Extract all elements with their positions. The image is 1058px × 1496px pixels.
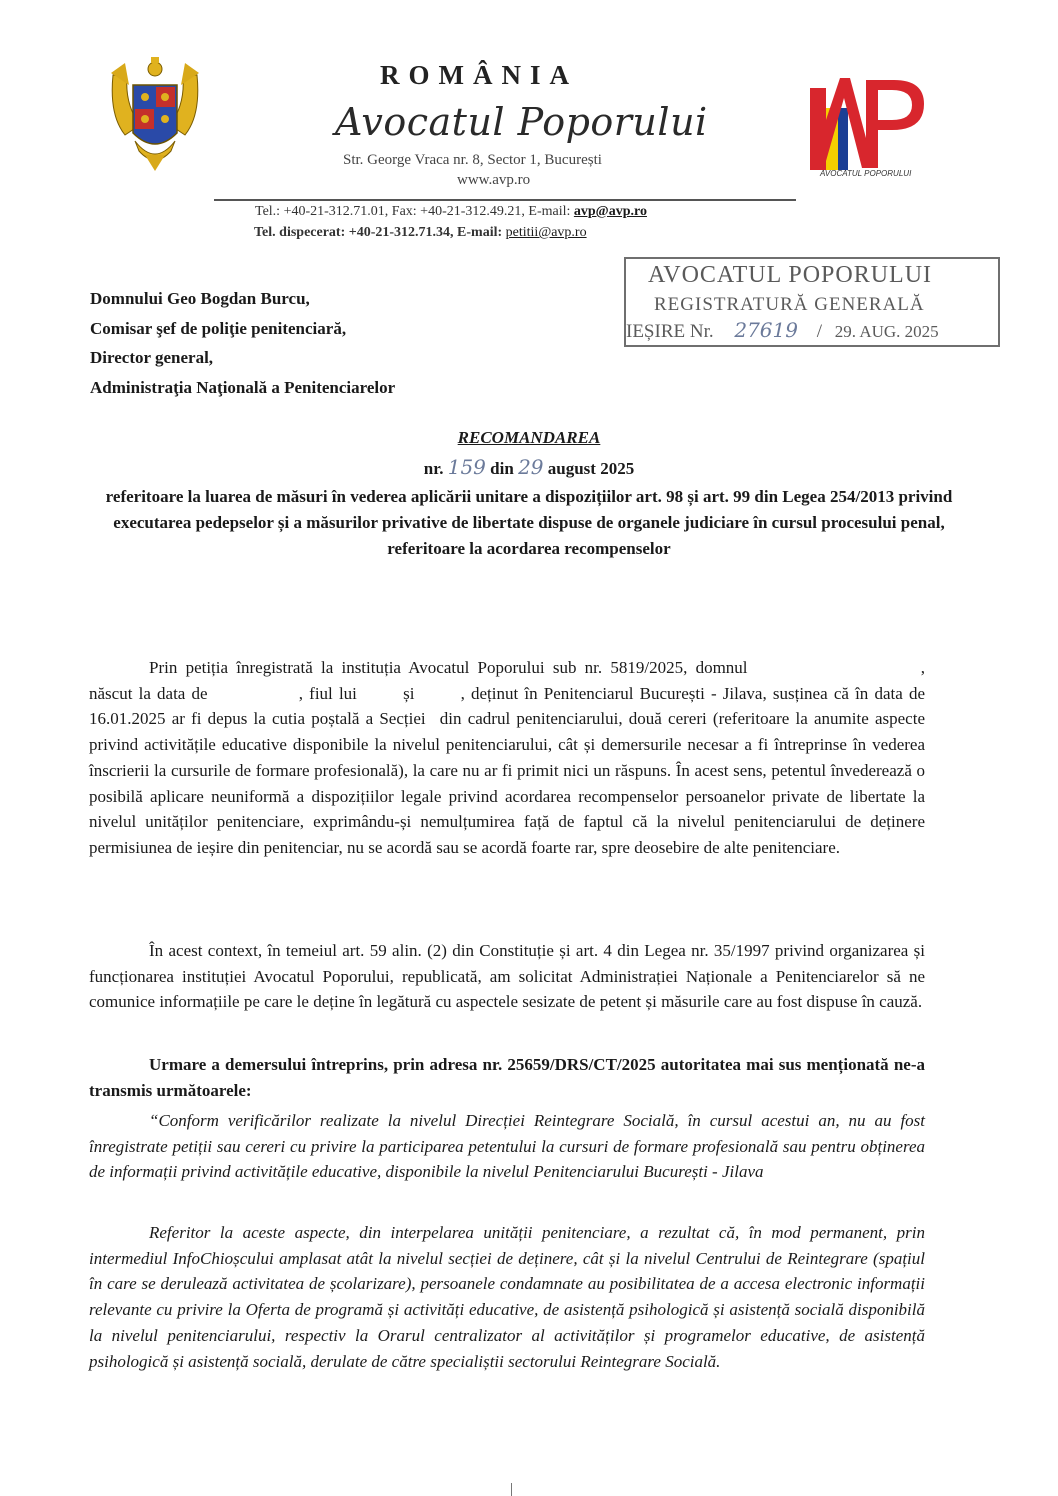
addressee-block <box>90 284 395 402</box>
document-subject: referitoare la luarea de măsuri în vederea aplicării unitare a dispozițiilor art. 98 și art. 99 din Legea 254/2013 privind executarea pedepselor și a măsurilor privative de libertate dispuse de organele judiciare în cursul procesului penal, referitoare la acordarea recompenselor <box>105 487 953 558</box>
paragraph-response-intro: Urmare a demersului întreprins, prin adresa nr. 25659/DRS/CT/2025 autoritatea mai sus menționată ne-a transmis următoarele: <box>89 1055 925 1100</box>
addressee-institution: Administraţia Naţională a Penitenciarelor <box>90 377 396 397</box>
email-link-avp[interactable]: avp@avp.ro <box>573 204 647 219</box>
email-link-petitii[interactable]: petitii@avp.ro <box>505 225 587 240</box>
stamp-exit-line <box>626 318 939 343</box>
contact-phone-fax: Tel.: +40-21-312.71.01, Fax: +40-21-312.49.21, E-mail: <box>255 204 574 219</box>
institution-address: Str. George Vraca nr. 8, Sector 1, București <box>343 152 602 168</box>
contact-dispatch: Tel. dispecerat: +40-21-312.71.34, E-mail: <box>254 225 506 240</box>
stamp-title: AVOCATUL POPORULUI <box>648 262 933 288</box>
paragraph-context: În acest context, în temeiul art. 59 alin. (2) din Constituție și art. 4 din Legea nr. 35/1997 privind organizarea și funcționarea instituției Avocatul Poporului, republicată, am solicitat Administrației Naționale a Penitenciarelor să ne comunice informațiile pe care le deține în legătură cu aspectele sesizate de petent și măsurile care au fost dispuse în cauză. <box>89 941 925 1012</box>
p1-part-b: , născut la data de <box>89 658 925 703</box>
addressee-function: Director general, <box>90 348 214 367</box>
stamp-handwritten-number: 27619 <box>734 318 798 342</box>
p1-part-a: Prin petiția înregistrată la instituția Avocatul Poporului sub nr. 5819/2025, domnul <box>149 658 748 677</box>
institution-name: Avocatul Poporului <box>335 100 708 144</box>
document-number-line <box>0 455 1058 479</box>
paragraph-quote-1: “Conform verificărilor realizate la nivelul Direcției Reintegrare Socială, în cursul acestui an, nu au fost înregistrate petiții sau cereri cu privire la participarea petentului la cursuri de formare profesională sau pentru obținerea de informații privind activitățile educative, disponibile la nivelul Penitenciarului București - Jilava <box>89 1111 925 1182</box>
handwritten-day: 29 <box>518 455 544 479</box>
avp-logo <box>800 68 930 180</box>
page-edge-mark <box>511 1483 512 1496</box>
p1-part-e: , deținut în Penitenciarul București - Jilava, susținea că în data de 16.01.2025 ar fi depus la cutia poștală a Secției <box>89 683 926 729</box>
contact-line-1 <box>255 204 647 220</box>
addressee-name: Domnului Geo Bogdan Burcu, <box>90 289 310 308</box>
stamp-subtitle: REGISTRATURĂ GENERALĂ <box>654 294 925 315</box>
registration-stamp <box>624 257 1000 347</box>
svg-text:AVOCATUL POPORULUI: AVOCATUL POPORULUI <box>820 169 912 178</box>
stamp-date: 29. AUG. 2025 <box>834 322 939 341</box>
addressee-rank: Comisar şef de poliţie penitenciară, <box>90 318 347 338</box>
din-label: din <box>490 459 514 478</box>
header-divider <box>214 199 796 201</box>
paragraph-quote-2: Referitor la aceste aspecte, din interpelarea unității penitenciare, a rezultat că, în mod permanent, prin intermediul InfoChioșcului amplasat atât la nivelul secției de deținere, cât și la nivelul Centrului de Reintegrare (spațiul în care se derulează activitatea de școlarizare), persoanele condamnate au posibilitatea de a accesa electronic informații relevante cu privire la Oferta de programă și activități educative, de asistență psihologică și asistență socială disponibilă la nivelul penitenciarului, respectiv la Orarul centralizator al activităților și programelor educative, de asistență psihologică și asistență socială, derulate de către specialiștii sectorului Reintegrare Socială. <box>89 1223 925 1371</box>
p1-part-c: , fiul lui <box>298 683 357 703</box>
coat-of-arms-icon <box>105 55 205 173</box>
nr-label: nr. <box>423 459 444 478</box>
p1-part-f: din cadrul penitenciarului, două cereri (referitoare la anumite aspecte privind activitățile educative disponibile la nivelul penitenciarului, cât și demersurile necesar a fi întreprinse în vederea înscrierii la cursurile de formare profesională), la care nu ar fi primit nici un răspuns. În acest sens, petentul învederează o posibilă aplicare neuniformă a dispozițiilor legale privind acordarea recompenselor persoanelor private de libertate la nivelul unităților penitenciare, exprimându-și nemulțumirea față de faptul că la nivelul penitenciarului de deținere permisiunea de ieșire din penitenciar, nu se acordă sau se acordă foarte rar, spre deosebire de alte penitenciare. <box>89 709 925 857</box>
stamp-separator: / <box>816 321 823 342</box>
paragraph-petition <box>89 655 925 861</box>
country-name: ROMÂNIA <box>380 60 578 90</box>
p1-part-d: și <box>403 683 415 703</box>
stamp-exit-label: IEȘIRE Nr. <box>626 321 714 342</box>
document-heading: RECOMANDAREA <box>457 428 601 447</box>
institution-website[interactable]: www.avp.ro <box>457 172 531 188</box>
handwritten-nr: 159 <box>447 455 486 479</box>
contact-line-2 <box>254 225 587 241</box>
month-year: august 2025 <box>547 459 635 478</box>
